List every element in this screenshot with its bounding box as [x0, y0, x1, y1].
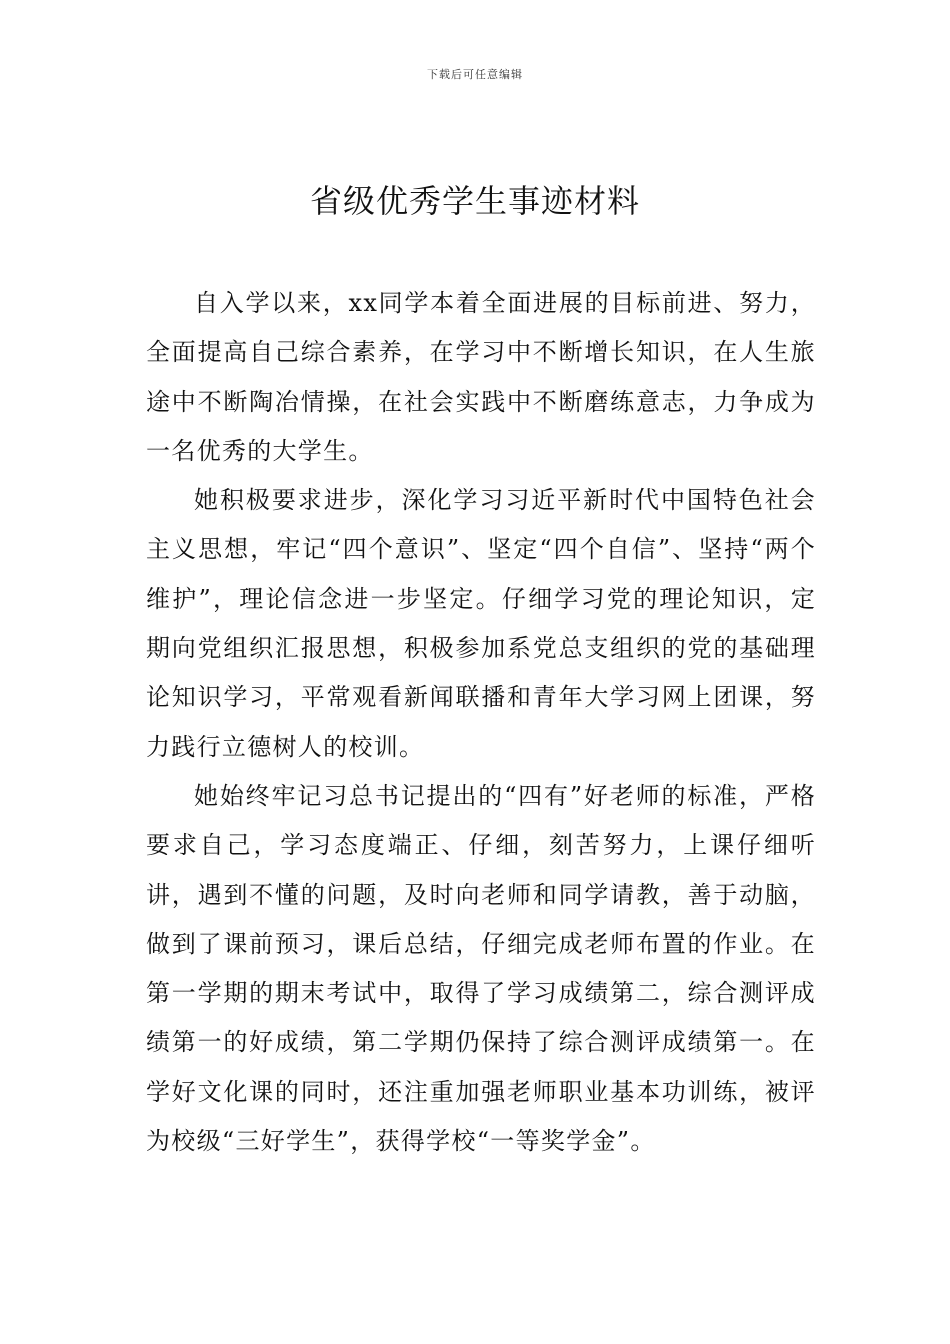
paragraph: 自入学以来，xx同学本着全面进展的目标前进、努力，全面提高自己综合素养，在学习中不断增长知识，在人生旅途中不断陶冶情操，在社会实践中不断磨练意志，力争成为一名优秀的大学生。 [146, 289, 816, 465]
document-title: 省级优秀学生事迹材料 [309, 182, 640, 220]
header-note: 下载后可任意编辑 [427, 68, 523, 81]
paragraph: 她始终牢记习总书记提出的“四有”好老师的标准，严格要求自己，学习态度端正、仔细，刻苦努力，上课仔细听讲，遇到不懂的问题，及时向老师和同学请教，善于动脑，做到了课前预习，课后总结，仔细完成老师布置的作业。在第一学期的期末考试中，取得了学习成绩第二，综合测评成绩第一的好成绩，第二学期仍保持了综合测评成绩第一。在学好文化课的同时，还注重加强老师职业基本功训练，被评为校级“三好学生”，获得学校“一等奖学金”。 [146, 781, 816, 1156]
paragraph: 她积极要求进步，深化学习习近平新时代中国特色社会主义思想，牢记“四个意识”、坚定“四个自信”、坚持“两个维护”，理论信念进一步坚定。仔细学习党的理论知识，定期向党组织汇报思想，积极参加系党总支组织的党的基础理论知识学习，平常观看新闻联播和青年大学习网上团课，努力践行立德树人的校训。 [146, 486, 816, 761]
document-body [146, 279, 816, 1166]
